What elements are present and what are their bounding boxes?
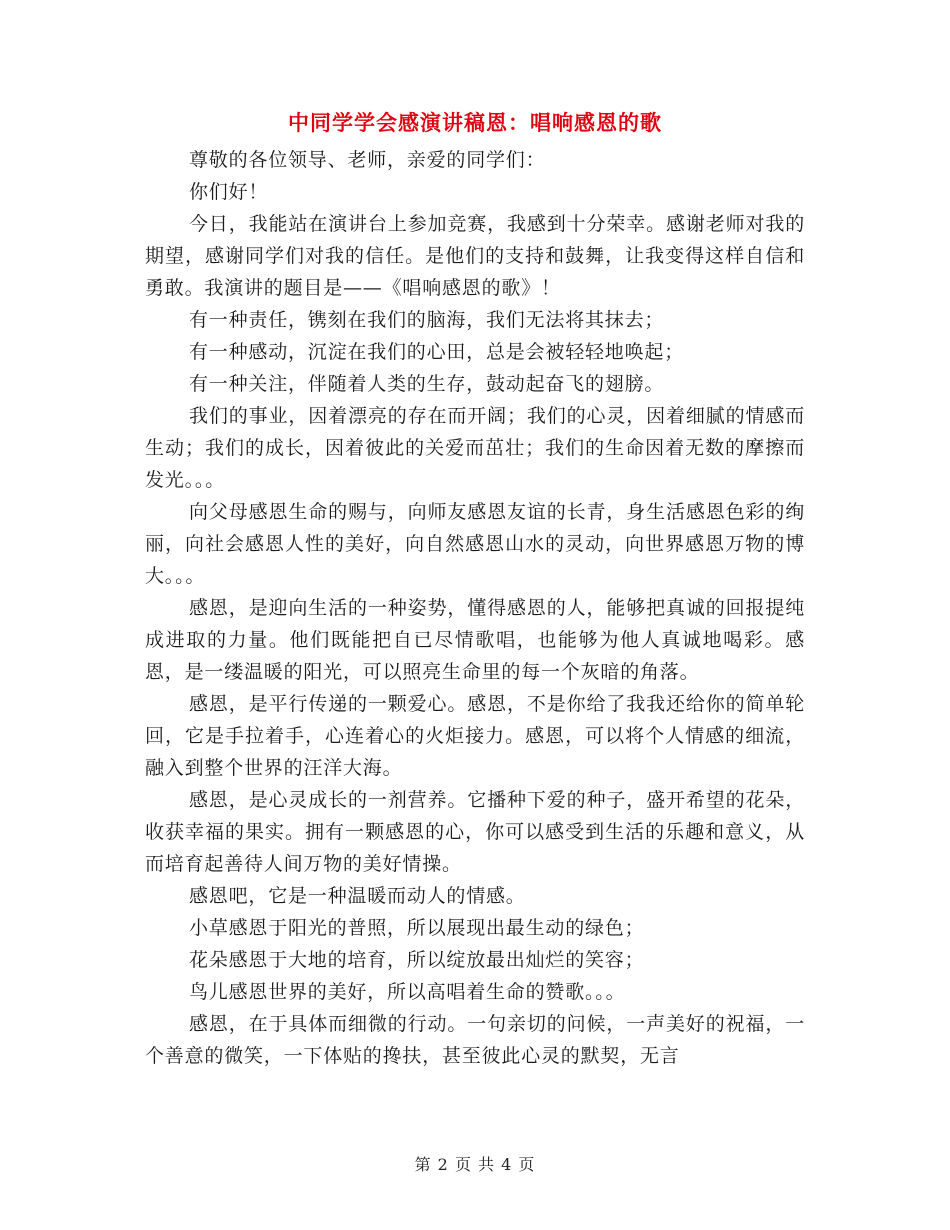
document-title: 中同学学会感演讲稿恩：唱响感恩的歌 bbox=[288, 110, 662, 135]
paragraph: 花朵感恩于大地的培育，所以绽放最出灿烂的笑容； bbox=[189, 949, 645, 971]
paragraph: 感恩，在于具体而细微的行动。一句亲切的问候，一声美好的祝福，一个善意的微笑，一下体贴的搀扶，甚至彼此心灵的默契，无言 bbox=[145, 1013, 805, 1067]
paragraph: 有一种关注，伴随着人类的生存，鼓动起奋飞的翅膀。 bbox=[189, 373, 665, 395]
paragraph: 我们的事业，因着漂亮的存在而开阔；我们的心灵，因着细腻的情感而生动；我们的成长，因着彼此的关爱而茁壮；我们的生命因着无数的摩擦而发光。。。 bbox=[145, 405, 805, 491]
paragraph-salutation: 尊敬的各位领导、老师，亲爱的同学们： bbox=[189, 149, 546, 171]
paragraph: 今日，我能站在演讲台上参加竞赛，我感到十分荣幸。感谢老师对我的期望，感谢同学们对我的信任。是他们的支持和鼓舞，让我变得这样自信和勇敢。我演讲的题目是——《唱响感恩的歌》！ bbox=[145, 213, 805, 299]
paragraph: 有一种责任，镌刻在我们的脑海，我们无法将其抹去； bbox=[189, 309, 665, 331]
document-body bbox=[145, 144, 805, 1072]
paragraph: 鸟儿感恩世界的美好，所以高唱着生命的赞歌。。。 bbox=[189, 981, 626, 1003]
paragraph: 感恩，是心灵成长的一剂营养。它播种下爱的种子，盛开希望的花朵，收获幸福的果实。拥有一颗感恩的心，你可以感受到生活的乐趣和意义，从而培育起善待人间万物的美好情操。 bbox=[145, 789, 805, 875]
paragraph: 小草感恩于阳光的普照，所以展现出最生动的绿色； bbox=[189, 917, 645, 939]
paragraph: 感恩，是平行传递的一颗爱心。感恩，不是你给了我我还给你的简单轮回，它是手拉着手，心连着心的火炬接力。感恩，可以将个人情感的细流，融入到整个世界的汪洋大海。 bbox=[145, 693, 805, 779]
paragraph: 有一种感动，沉淀在我们的心田，总是会被轻轻地唤起； bbox=[189, 341, 685, 363]
paragraph-greeting: 你们好！ bbox=[189, 181, 269, 203]
paragraph: 感恩，是迎向生活的一种姿势，懂得感恩的人，能够把真诚的回报提纯成进取的力量。他们既能把自已尽情歌唱，也能够为他人真诚地喝彩。感恩，是一缕温暖的阳光，可以照亮生命里的每一个灰暗的角落。 bbox=[145, 597, 805, 683]
paragraph: 感恩吧，它是一种温暖而动人的情感。 bbox=[189, 885, 526, 907]
paragraph: 向父母感恩生命的赐与，向师友感恩友谊的长青，身生活感恩色彩的绚丽，向社会感恩人性的美好，向自然感恩山水的灵动，向世界感恩万物的博大。。。 bbox=[145, 501, 805, 587]
page-number-footer: 第 2 页 共 4 页 bbox=[414, 1155, 536, 1174]
